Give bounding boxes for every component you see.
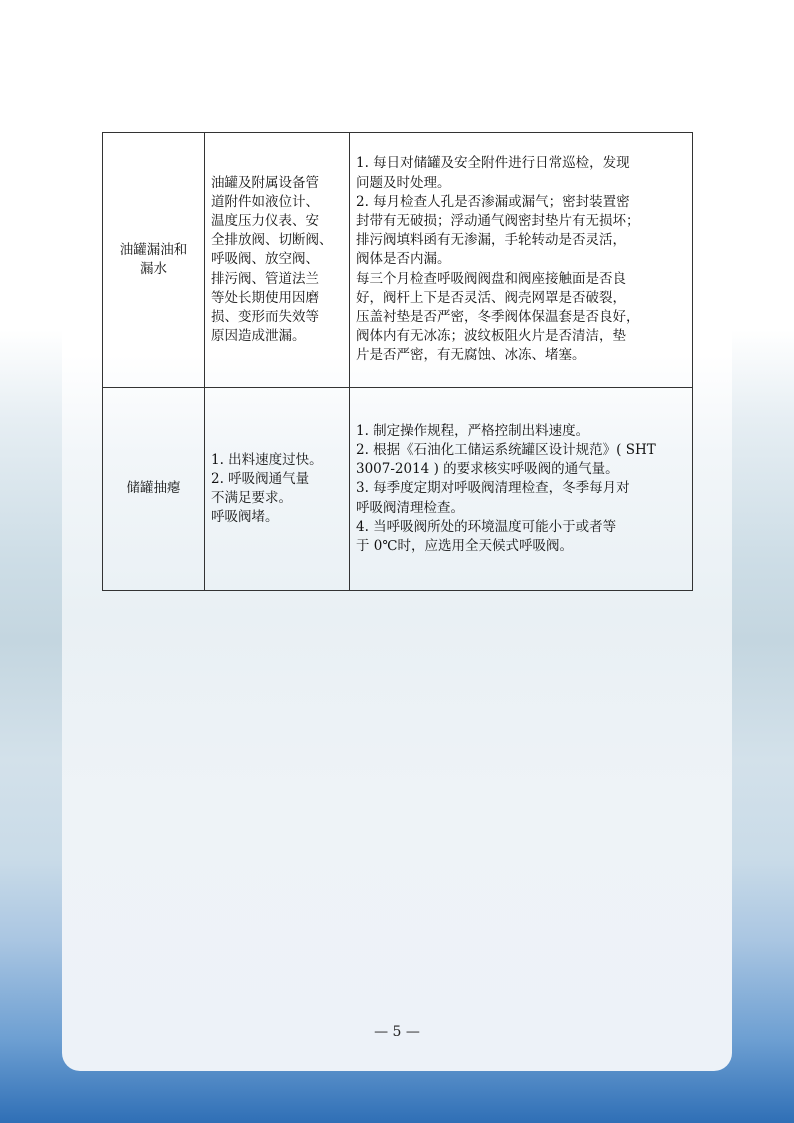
cause-text: 油罐及附属设备管 道附件如液位计、 温度压力仪表、安 全排放阀、切断阀、 呼吸阀、放空阀、 排污阀、管道法兰 等处长期使用因磨 损、变形而失效等 原因造成泄漏。 [211, 174, 333, 345]
measure-text: 1. 每日对储罐及安全附件进行日常巡检，发现 问题及时处理。 2. 每月检查人孔是否渗漏或漏气；密封装置密 封带有无破损；浮动通气阀密封垫片有无损坏； 排污阀填料函有无渗漏，手轮转动是否灵活， 阀体是否内漏。 每三个月检查呼吸阀阀盘和阀座接触面是否良 好，阀杆上下是否灵活、阀壳网罩是否破裂， 压盖衬垫是否严密，冬季阀体保温套是否良好， 阀体内有无冰冻；波纹板阻火片是否清洁，垫 片是否严密，有无腐蚀、冰冻、堵塞。 [356, 155, 640, 364]
table-row [103, 388, 693, 591]
cause-cell [205, 388, 350, 591]
table-row [103, 133, 693, 388]
page-number: — 5 — [374, 1024, 420, 1040]
risk-cell [103, 388, 205, 591]
risk-text: 油罐漏油和 漏水 [119, 241, 188, 277]
measure-cell [350, 388, 693, 591]
cause-cell [205, 133, 350, 388]
risk-text: 储罐抽瘪 [126, 480, 181, 497]
measure-text: 1. 制定操作规程，严格控制出料速度。 2. 根据《石油化工储运系统罐区设计规范》( SHT 3007-2014 ) 的要求核实呼吸阀的通气量。 3. 每季度定期对呼吸阀清理检查，冬季每月对 呼吸阀清理检查。 4. 当呼吸阀所处的环境温度可能小于或者等 于 0℃时，应选用全天候式呼吸阀。 [356, 422, 656, 554]
risk-cell [103, 133, 205, 388]
cause-text: 1. 出料速度过快。 2. 呼吸阀通气量 不满足要求。 呼吸阀堵。 [211, 451, 323, 526]
measure-cell [350, 133, 693, 388]
risk-measures-table [102, 132, 693, 591]
